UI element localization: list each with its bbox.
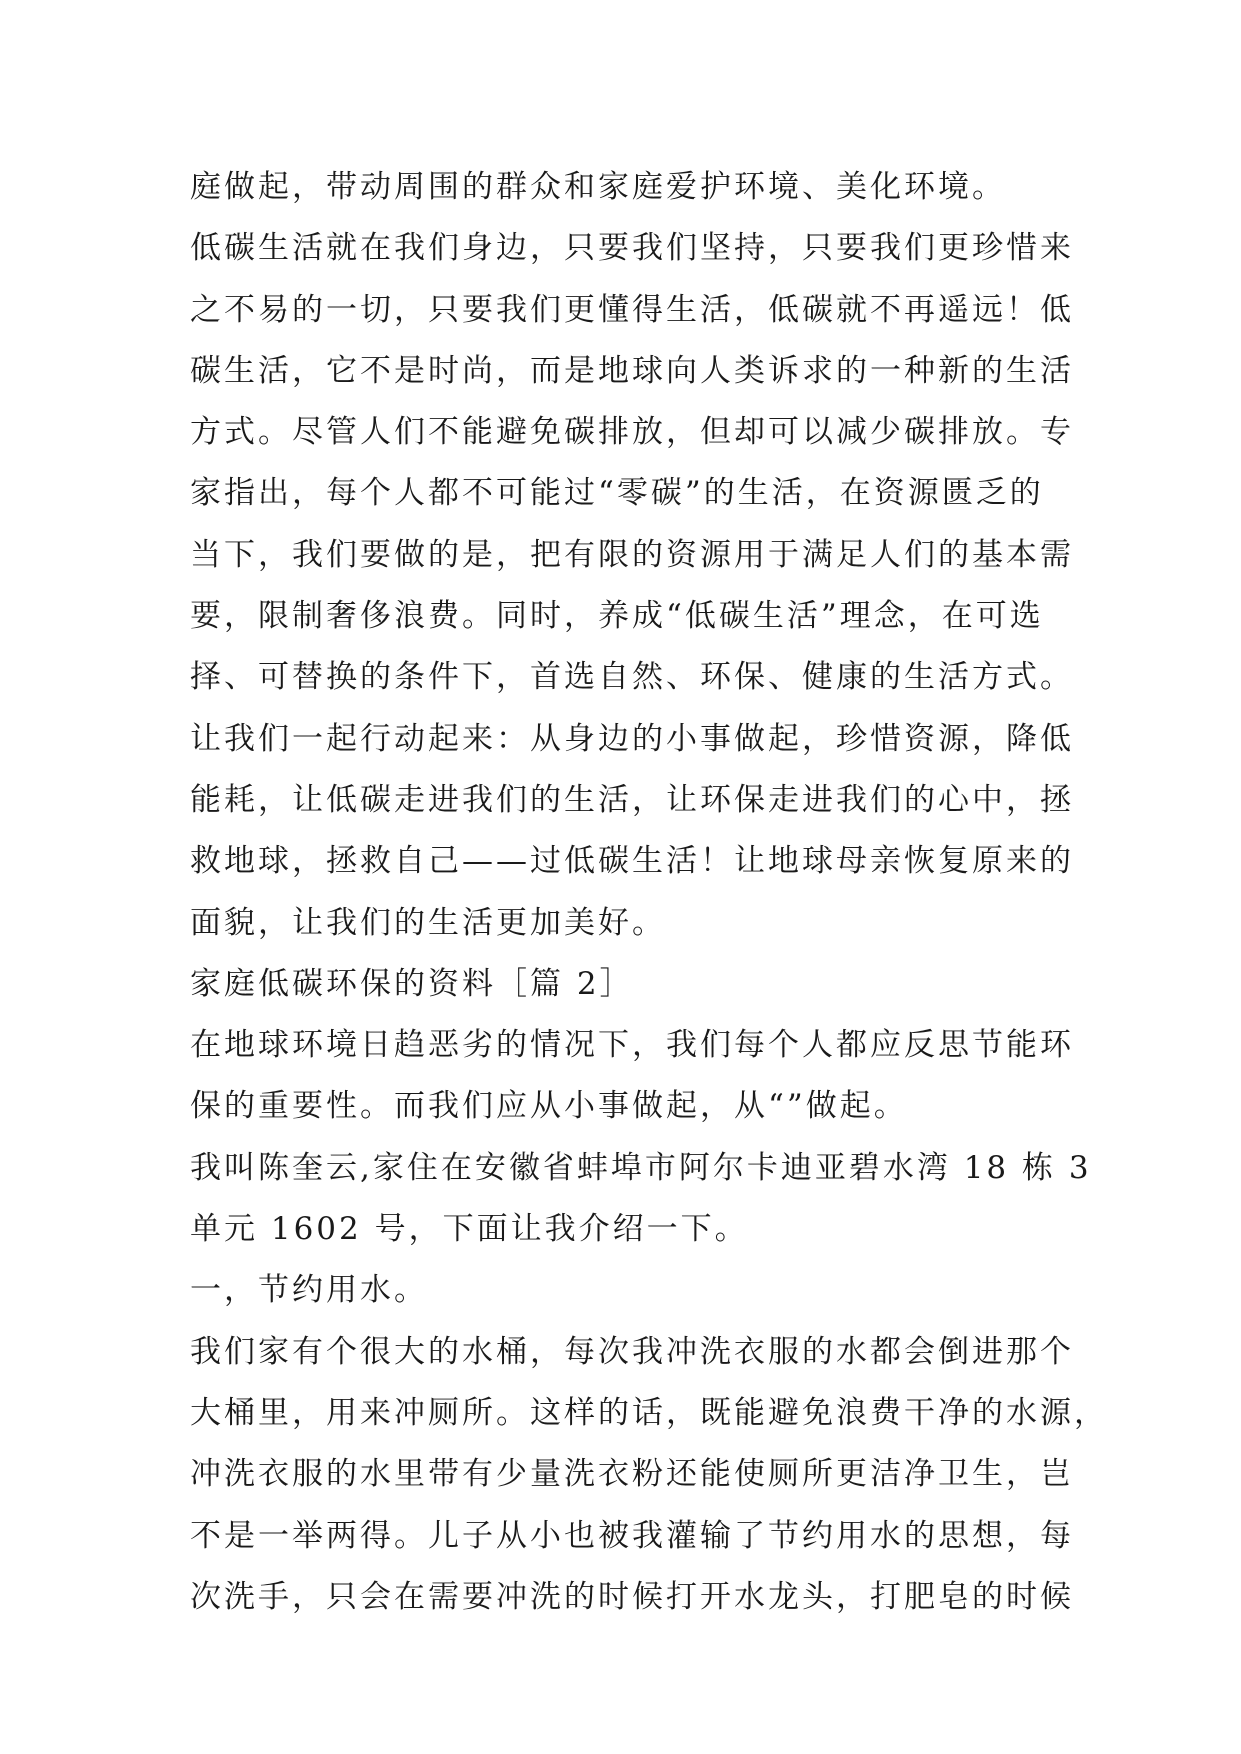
text-line: 当下，我们要做的是，把有限的资源用于满足人们的基本需 — [190, 536, 1074, 573]
text-line: 单元 1602 号，下面让我介绍一下。 — [190, 1211, 749, 1248]
text-line: 能耗，让低碳走进我们的生活，让环保走进我们的心中，拯 — [190, 781, 1074, 818]
text-line: 我叫陈奎云,家住在安徽省蚌埠市阿尔卡迪亚碧水湾 18 栋 3 — [190, 1149, 1092, 1186]
text-line: 次洗手，只会在需要冲洗的时候打开水龙头，打肥皂的时候 — [190, 1578, 1074, 1615]
text-line: 家指出，每个人都不可能过“零碳”的生活，在资源匮乏的 — [190, 475, 1044, 512]
text-line: 保的重要性。而我们应从小事做起，从“”做起。 — [190, 1088, 908, 1125]
text-line: 方式。尽管人们不能避免碳排放，但却可以减少碳排放。专 — [190, 414, 1074, 451]
text-line: 之不易的一切，只要我们更懂得生活，低碳就不再遥远！低 — [190, 291, 1074, 328]
text-line: 让我们一起行动起来：从身边的小事做起，珍惜资源，降低 — [190, 720, 1074, 757]
text-line: 冲洗衣服的水里带有少量洗衣粉还能使厕所更洁净卫生，岂 — [190, 1456, 1074, 1493]
body-text — [190, 157, 1108, 1628]
text-line: 不是一举两得。儿子从小也被我灌输了节约用水的思想，每 — [190, 1517, 1074, 1554]
text-line: 大桶里，用来冲厕所。这样的话，既能避免浪费干净的水源， — [190, 1394, 1108, 1431]
text-line: 要，限制奢侈浪费。同时，养成“低碳生活”理念，在可选 — [190, 598, 1044, 635]
text-line: 择、可替换的条件下，首选自然、环保、健康的生活方式。 — [190, 659, 1074, 696]
text-line: 救地球，拯救自己——过低碳生活！让地球母亲恢复原来的 — [190, 843, 1074, 880]
text-line: 面貌，让我们的生活更加美好。 — [190, 904, 666, 941]
subsection-heading: 一，节约用水。 — [190, 1272, 428, 1309]
section-heading: 家庭低碳环保的资料［篇 2］ — [190, 965, 634, 1002]
text-line: 碳生活，它不是时尚，而是地球向人类诉求的一种新的生活 — [190, 352, 1074, 389]
text-line: 庭做起，带动周围的群众和家庭爱护环境、美化环境。 — [190, 169, 1006, 205]
text-line: 在地球环境日趋恶劣的情况下，我们每个人都应反思节能环 — [190, 1027, 1074, 1064]
text-line: 低碳生活就在我们身边，只要我们坚持，只要我们更珍惜来 — [190, 230, 1074, 267]
text-line: 我们家有个很大的水桶，每次我冲洗衣服的水都会倒进那个 — [190, 1333, 1074, 1370]
